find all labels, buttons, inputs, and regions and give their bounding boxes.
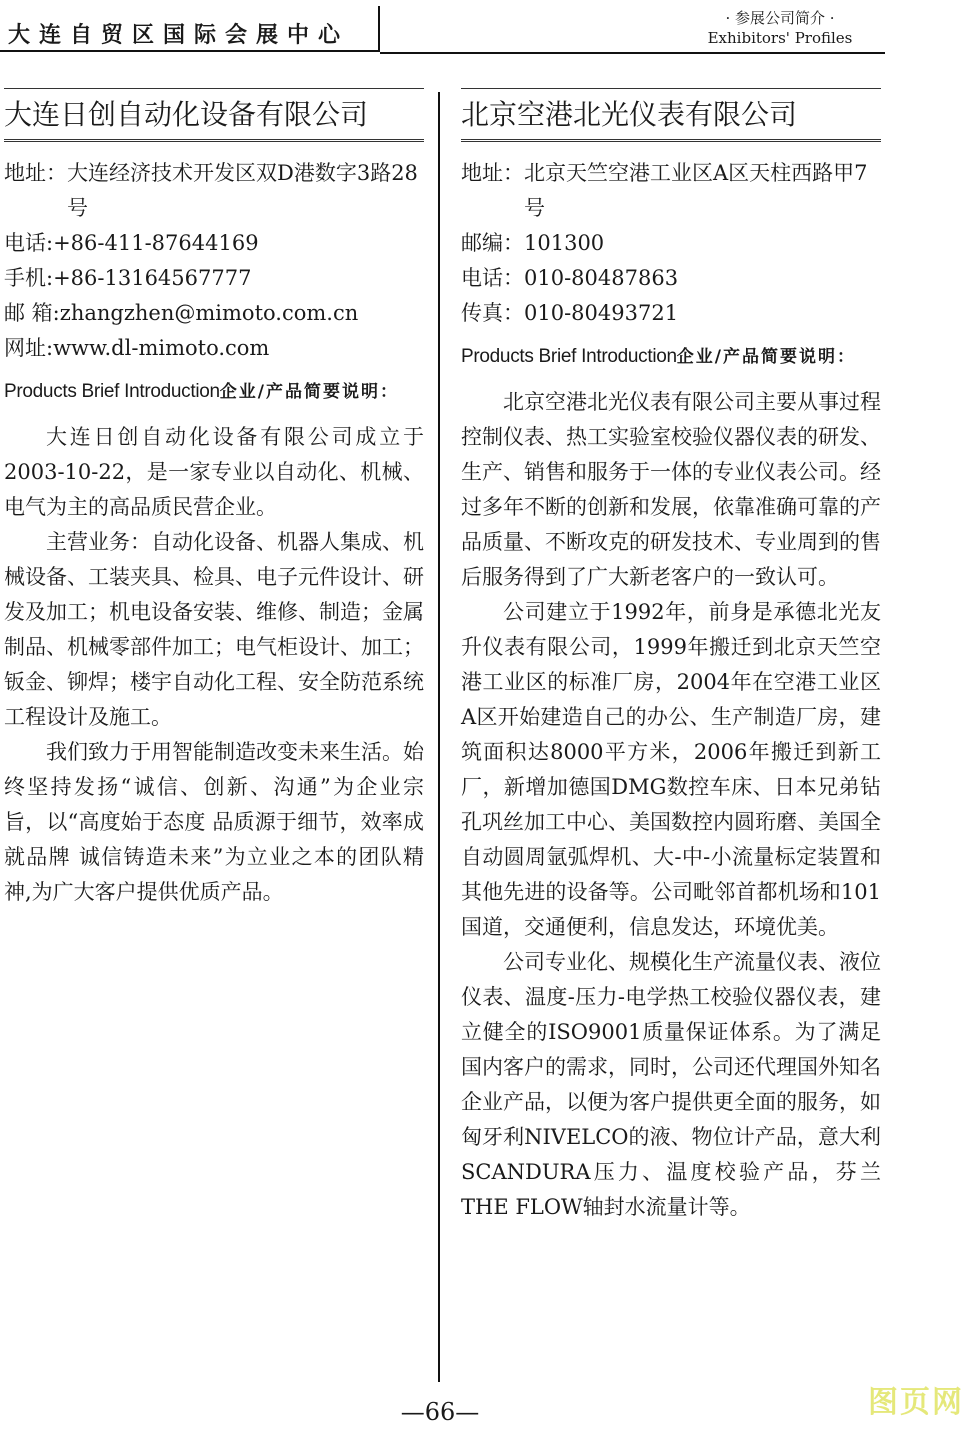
- intro-paragraph: 大连日创自动化设备有限公司成立于2003-10-22，是一家专业以自动化、机械、电气为主的高品质民营企业。: [4, 425, 424, 519]
- phone-value: +86-411-87644169: [53, 231, 259, 255]
- mobile-label: 手机:: [4, 266, 54, 290]
- header-rule: [380, 52, 885, 54]
- watermark-logo: 图页网: [868, 1385, 964, 1420]
- products-heading-en: Products Brief Introduction: [4, 381, 220, 402]
- address-label: 地址：: [461, 161, 524, 185]
- header-title: 大连自贸区国际会展中心: [8, 23, 350, 48]
- postcode-value: 101300: [524, 231, 605, 255]
- address-label: 地址：: [4, 161, 67, 185]
- history-paragraph: 公司建立于1992年，前身是承德北光友升仪表有限公司，1999年搬迁到北京天竺空港工业区的标准厂房，2004年在空港工业区A区开始建造自己的办公、生产制造厂房，建筑面积达8000平方米，2006年搬迁到新工厂，新增加德国DMG数控车床、日本兄弟钻孔巩丝加工中心、美国数控内圆珩磨、美国全自动圆周氩弧焊机、大-中-小流量标定装置和其他先进的设备等。公司毗邻首都机场和101国道，交通便利，信息发达，环境优美。: [461, 600, 881, 939]
- website-row: [4, 331, 424, 366]
- company-name: 大连日创自动化设备有限公司: [4, 95, 424, 142]
- phone-row: [4, 226, 424, 261]
- left-column: [4, 88, 424, 910]
- products-paragraph: 公司专业化、规模化生产流量仪表、液位仪表、温度-压力-电学热工校验仪器仪表，建立健全的ISO9001质量保证体系。为了满足国内客户的需求，同时，公司还代理国外知名企业产品，以便为客户提供更全面的服务，如匈牙利NIVELCO的液、物位计产品，意大利SCANDURA压力、温度校验产品，芬兰THE FLOW轴封水流量计等。: [461, 950, 881, 1219]
- phone-label: 电话:: [4, 231, 54, 255]
- email-label: 邮 箱:: [4, 301, 60, 325]
- column-divider: [438, 92, 440, 1382]
- column-top-rule: [461, 88, 881, 89]
- business-paragraph: 主营业务：自动化设备、机器人集成、机械设备、工装夹具、检具、电子元件设计、研发及加工；机电设备安装、维修、制造；金属制品、机械零部件加工；电气柜设计、加工；钣金、铆焊；楼宇自动化工程、安全防范系统工程设计及施工。: [4, 530, 424, 729]
- page-number: —66—: [400, 1398, 480, 1426]
- mobile-value: +86-13164567777: [53, 266, 252, 290]
- email-value: zhangzhen@mimoto.com.cn: [59, 301, 359, 325]
- intro-paragraph: 北京空港北光仪表有限公司主要从事过程控制仪表、热工实验室校验仪器仪表的研发、生产、销售和服务于一体的专业仪表公司。经过多年不断的创新和发展，依靠准确可靠的产品质量、不断攻克的研发技术、专业周到的售后服务得到了广大新老客户的一致认可。: [461, 390, 881, 589]
- products-heading: [4, 378, 424, 406]
- postcode-row: [461, 226, 881, 261]
- email-row: [4, 296, 424, 331]
- header-title-box: [0, 6, 380, 52]
- address-row: [4, 156, 424, 226]
- website-value: www.dl-mimoto.com: [53, 336, 270, 360]
- fax-value: 010-80493721: [524, 301, 679, 325]
- phone-label: 电话：: [461, 266, 524, 290]
- mobile-row: [4, 261, 424, 296]
- column-top-rule: [4, 88, 424, 89]
- products-heading: [461, 343, 881, 371]
- fax-label: 传真：: [461, 301, 524, 325]
- phone-value: 010-80487863: [524, 266, 679, 290]
- section-label-en: Exhibitors' Profiles: [707, 29, 853, 47]
- section-label: [680, 8, 880, 48]
- section-label-cn: · 参展公司简介 ·: [725, 9, 835, 27]
- products-heading-cn: 企业/产品简要说明：: [676, 347, 857, 367]
- fax-row: [461, 296, 881, 331]
- right-column: [461, 88, 881, 1225]
- products-heading-en: Products Brief Introduction: [461, 346, 677, 367]
- postcode-label: 邮编：: [461, 231, 524, 255]
- address-value: 大连经济技术开发区双D港数字3路28号: [67, 161, 418, 220]
- phone-row: [461, 261, 881, 296]
- mission-paragraph: 我们致力于用智能制造改变未来生活。始终坚持发扬“诚信、创新、沟通”为企业宗旨，以“高度始于态度 品质源于细节，效率成就品牌 诚信铸造未来”为立业之本的团队精神,为广大客户提供优质产品。: [4, 740, 424, 904]
- website-label: 网址:: [4, 336, 54, 360]
- products-heading-cn: 企业/产品简要说明：: [219, 382, 400, 402]
- address-row: [461, 156, 881, 226]
- company-name: 北京空港北光仪表有限公司: [461, 95, 881, 142]
- address-value: 北京天竺空港工业区A区天柱西路甲7号: [524, 161, 868, 220]
